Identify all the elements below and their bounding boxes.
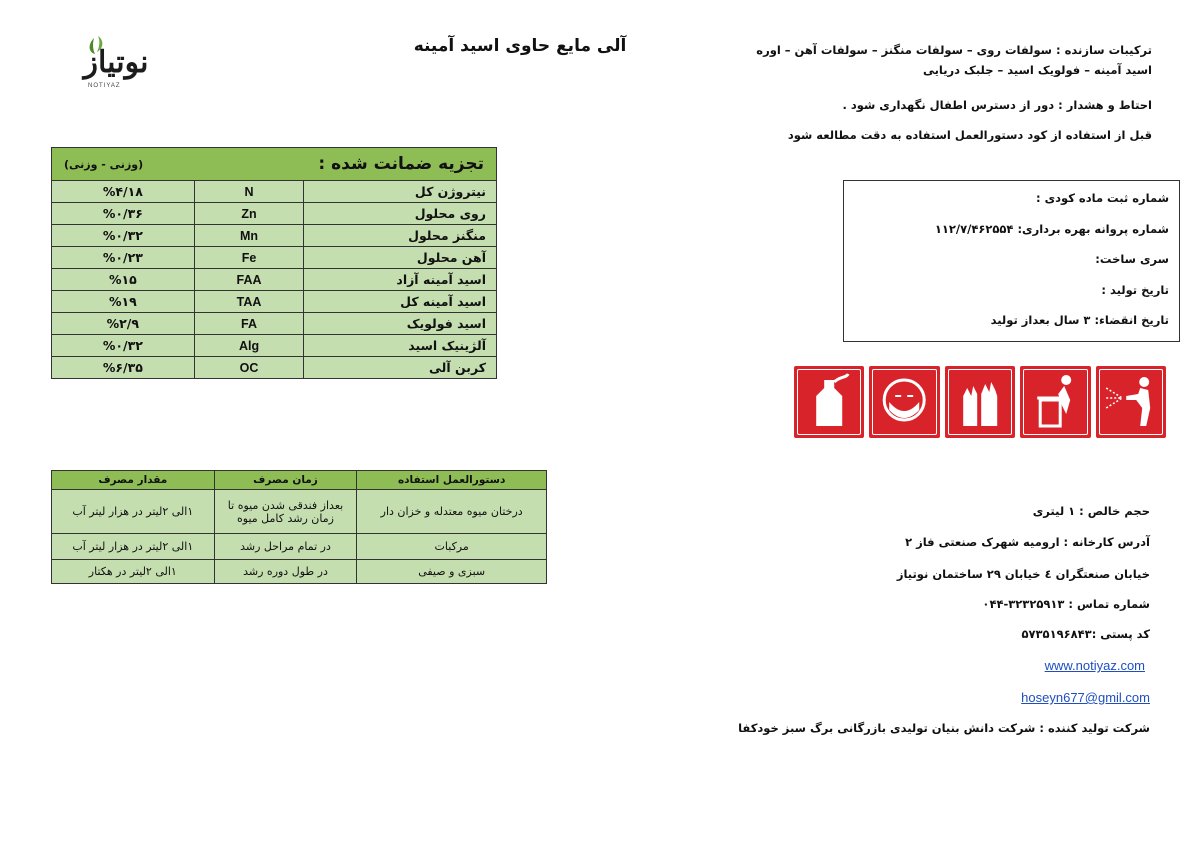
spraying-icon bbox=[1096, 366, 1166, 438]
email-link[interactable]: hoseyn677@gmil.com bbox=[1021, 690, 1150, 705]
usage-header-time: زمان مصرف bbox=[214, 471, 357, 490]
analysis-name: اسید آمینه کل bbox=[304, 291, 497, 313]
table-row bbox=[52, 247, 497, 269]
page-title: آلی مایع حاوی اسید آمینه bbox=[413, 36, 627, 56]
analysis-table-header bbox=[52, 148, 497, 181]
factory-street: خیابان صنعتگران ٤ خیابان ۲۹ ساختمان نوتیاز bbox=[896, 567, 1150, 581]
analysis-name: اسید فولویک bbox=[304, 313, 497, 335]
usage-table-header bbox=[52, 471, 547, 490]
analysis-value: %۲/۹ bbox=[52, 313, 195, 335]
registration-number: شماره ثبت ماده کودی : bbox=[1035, 191, 1169, 205]
analysis-name: آلژینیک اسید bbox=[304, 335, 497, 357]
analysis-name: اسید آمینه آزاد bbox=[304, 269, 497, 291]
expiry-date: تاریخ انقضاء: ۳ سال بعداز تولید bbox=[990, 313, 1169, 327]
analysis-title: تجزیه ضمانت شده : bbox=[318, 154, 484, 174]
warning-text: احتاط و هشدار : دور از دسترس اطفال نگهداری شود . bbox=[842, 98, 1152, 112]
table-row bbox=[52, 225, 497, 247]
analysis-name: کربن آلی bbox=[304, 357, 497, 379]
usage-time: در تمام مراحل رشد bbox=[214, 534, 357, 560]
analysis-symbol: Alg bbox=[194, 335, 304, 357]
ingredients-text bbox=[732, 40, 1152, 80]
usage-amount: ۱الی ۲لیتر در هزار لیتر آب bbox=[52, 534, 215, 560]
safety-icons bbox=[794, 366, 1166, 438]
logo-subtext: NOTIYAZ bbox=[88, 83, 121, 89]
postal-code: کد پستی :۵۷۳۵۱۹۶۸۴۳ bbox=[1021, 627, 1150, 641]
usage-header-amount: مقدار مصرف bbox=[52, 471, 215, 490]
table-row bbox=[52, 335, 497, 357]
analysis-name: روی محلول bbox=[304, 203, 497, 225]
analysis-value: %۱۹ bbox=[52, 291, 195, 313]
usage-time: در طول دوره رشد bbox=[214, 560, 357, 584]
table-row bbox=[52, 203, 497, 225]
analysis-symbol: Zn bbox=[194, 203, 304, 225]
table-row bbox=[52, 490, 547, 534]
batch-number: سری ساخت: bbox=[1095, 252, 1169, 266]
instruction-note: قبل از استفاده از کود دستورالعمل استفاده به دقت مطالعه شود bbox=[787, 128, 1152, 142]
svg-text:نوتیاز: نوتیاز bbox=[83, 45, 149, 80]
website-link[interactable]: www.notiyaz.com bbox=[1044, 658, 1145, 673]
usage-crop: سبزی و صیفی bbox=[357, 560, 547, 584]
analysis-symbol: Mn bbox=[194, 225, 304, 247]
trash-bin-icon bbox=[1020, 366, 1090, 438]
table-row bbox=[52, 313, 497, 335]
ingredients-line-2: اسید آمینه – فولویک اسید – جلبک دریایی bbox=[922, 63, 1152, 77]
analysis-name: نیتروژن کل bbox=[304, 181, 497, 203]
table-row bbox=[52, 181, 497, 203]
analysis-symbol: TAA bbox=[194, 291, 304, 313]
production-date: تاریخ تولید : bbox=[1101, 282, 1169, 297]
usage-time: بعداز فندقی شدن میوه تا زمان رشد کامل میوه bbox=[214, 490, 357, 534]
factory-address: آدرس کارخانه : ارومیه شهرک صنعتی فاز ۲ bbox=[905, 535, 1150, 549]
gloves-icon bbox=[945, 366, 1015, 438]
registration-box bbox=[843, 180, 1180, 342]
analysis-symbol: OC bbox=[194, 357, 304, 379]
analysis-table bbox=[51, 147, 497, 379]
analysis-value: %۰/۳۲ bbox=[52, 335, 195, 357]
usage-amount: ۱الی ۲لیتر در هکتار bbox=[52, 560, 215, 584]
usage-crop: درختان میوه معتدله و خزان دار bbox=[357, 490, 547, 534]
analysis-value: %۴/۱۸ bbox=[52, 181, 195, 203]
usage-crop: مرکبات bbox=[357, 534, 547, 560]
mask-icon bbox=[869, 366, 939, 438]
phone-number: شماره تماس : ۳۲۳۲۵۹۱۳-۰۴۴ bbox=[982, 597, 1150, 611]
analysis-symbol: Fe bbox=[194, 247, 304, 269]
analysis-name: منگنز محلول bbox=[304, 225, 497, 247]
analysis-name: آهن محلول bbox=[304, 247, 497, 269]
table-row bbox=[52, 534, 547, 560]
usage-amount: ۱الی ۲لیتر در هزار لیتر آب bbox=[52, 490, 215, 534]
analysis-symbol: N bbox=[194, 181, 304, 203]
analysis-value: %۰/۳۶ bbox=[52, 203, 195, 225]
analysis-symbol: FAA bbox=[194, 269, 304, 291]
license-number: شماره پروانه بهره برداری: ۱۱۲/۷/۴۶۲۵۵۴ bbox=[934, 221, 1169, 236]
table-row bbox=[52, 291, 497, 313]
usage-table bbox=[51, 470, 547, 584]
table-row bbox=[52, 560, 547, 584]
analysis-value: %۶/۳۵ bbox=[52, 357, 195, 379]
table-row bbox=[52, 269, 497, 291]
net-volume: حجم خالص : ۱ لیتری bbox=[1032, 504, 1150, 518]
usage-header-crop: دستورالعمل استفاده bbox=[357, 471, 547, 490]
table-row bbox=[52, 357, 497, 379]
analysis-unit: (وزنی - وزنی) bbox=[64, 157, 144, 171]
producer-company: شرکت تولید کننده : شرکت دانش بنیان تولیدی بازرگانی برگ سبز خودکفا bbox=[738, 721, 1150, 735]
ingredients-line-1: ترکیبات سازنده : سولفات روی – سولفات منگنز – سولفات آهن – اوره bbox=[756, 43, 1152, 57]
bottle-icon bbox=[794, 366, 864, 438]
analysis-value: %۰/۳۲ bbox=[52, 225, 195, 247]
analysis-value: %۱۵ bbox=[52, 269, 195, 291]
analysis-symbol: FA bbox=[194, 313, 304, 335]
analysis-value: %۰/۲۳ bbox=[52, 247, 195, 269]
